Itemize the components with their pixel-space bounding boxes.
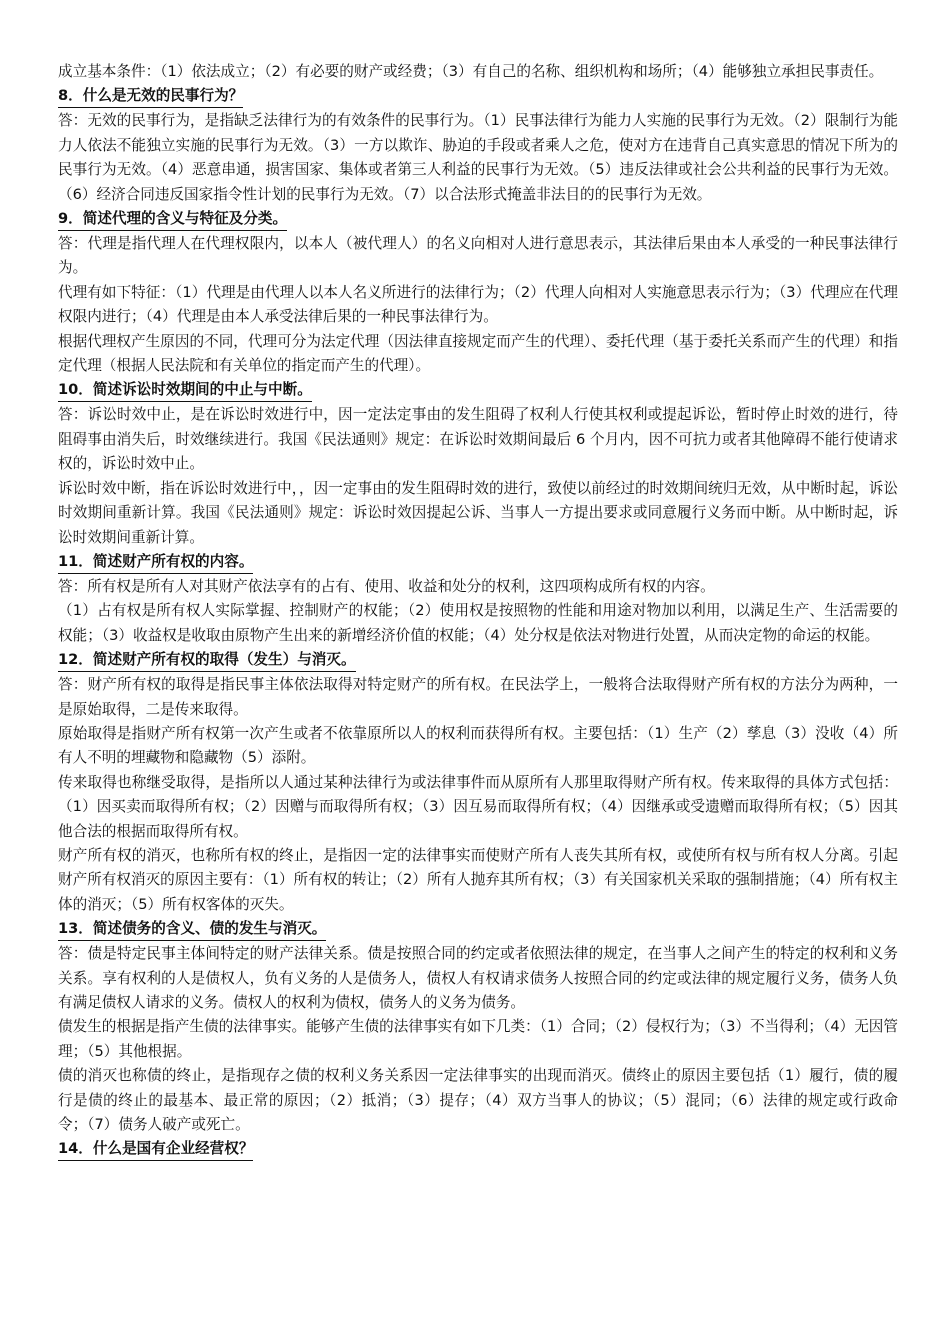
paragraph: 答：财产所有权的取得是指民事主体依法取得对特定财产的所有权。在民法学上，一般将合法取得财产所有权的方法分为两种，一是原始取得，二是传来取得。 [58, 676, 898, 718]
paragraph: 答：代理是指代理人在代理权限内，以本人（被代理人）的名义向相对人进行意思表示，其法律后果由本人承受的一种民事法律行为。 [58, 235, 898, 277]
section-heading [58, 84, 898, 109]
paragraph: 债发生的根据是指产生债的法律事实。能够产生债的法律事实有如下几类：（1）合同；（2）侵权行为；（3）不当得利；（4）无因管理；（5）其他根据。 [58, 1018, 898, 1060]
paragraph: 答：所有权是所有人对其财产依法享有的占有、使用、收益和处分的权利，这四项构成所有权的内容。 [58, 577, 715, 595]
paragraph: 成立基本条件：（1）依法成立；（2）有必要的财产或经费；（3）有自己的名称、组织机构和场所；（4）能够独立承担民事责任。 [58, 63, 884, 80]
section-heading-text: 8．什么是无效的民事行为？ [58, 85, 243, 108]
paragraph: 答：无效的民事行为，是指缺乏法律行为的有效条件的民事行为。（1）民事法律行为能力人实施的民事行为无效。（2）限制行为能力人依法不能独立实施的民事行为无效。（3）一方以欺诈、胁迫的手段或者乘人之危，使对方在违背自己真实意思的情况下所为的民事行为无效。（4）恶意串通，损害国家、集体或者第三人利益的民事行为无效。（5）违反法律或社会公共利益的民事行为无效。（6）经济合同违反国家指令性计划的民事行为无效。（7）以合法形式掩盖非法目的的民事行为无效。 [58, 112, 898, 203]
paragraph: 答：诉讼时效中止，是在诉讼时效进行中，因一定法定事由的发生阻碍了权利人行使其权利或提起诉讼，暂时停止时效的进行，待阻碍事由消失后，时效继续进行。我国《民法通则》规定：在诉讼时效期间最后 6 个月内，因不可抗力或者其他障碍不能行使请求权的，诉讼时效中止。 [58, 406, 898, 473]
paragraph: 债的消灭也称债的终止，是指现存之债的权利义务关系因一定法律事实的出现而消灭。债终止的原因主要包括（1）履行，债的履行是债的终止的最基本、最正常的原因；（2）抵消；（3）提存；（4）双方当事人的协议；（5）混同；（6）法律的规定或行政命令；（7）债务人破产或死亡。 [58, 1067, 898, 1134]
section-heading [58, 550, 898, 575]
section-heading [58, 917, 898, 942]
section-heading-text: 9．简述代理的含义与特征及分类。 [58, 208, 287, 231]
paragraph: 根据代理权产生原因的不同，代理可分为法定代理（因法律直接规定而产生的代理）、委托代理（基于委托关系而产生的代理）和指定代理（根据人民法院和有关单位的指定而产生的代理）。 [58, 332, 898, 375]
section-heading [58, 1137, 898, 1162]
paragraph: 财产所有权的消灭，也称所有权的终止，是指因一定的法律事实而使财产所有人丧失其所有权，或使所有权与所有权人分离。引起财产所有权消灭的原因主要有：（1）所有权的转让；（2）所有人抛弃其所有权；（3）有关国家机关采取的强制措施；（4）所有权主体的消灭；（5）所有权客体的灭失。 [58, 846, 898, 913]
paragraph: （1）占有权是所有权人实际掌握、控制财产的权能；（2）使用权是按照物的性能和用途对物加以利用，以满足生产、生活需要的权能；（3）收益权是收取由原物产生出来的新增经济价值的权能；（4）处分权是依法对物进行处置，从而决定物的命运的权能。 [58, 602, 898, 644]
section-heading-text: 11．简述财产所有权的内容。 [58, 551, 253, 574]
paragraph: 诉讼时效中断，指在诉讼时效进行中，，因一定事由的发生阻碍时效的进行，致使以前经过的时效期间统归无效，从中断时起，诉讼时效期间重新计算。我国《民法通则》规定：诉讼时效因提起公诉、当事人一方提出要求或同意履行义务而中断。从中断时起，诉讼时效期间重新计算。 [58, 479, 898, 546]
paragraph: 代理有如下特征：（1）代理是由代理人以本人名义所进行的法律行为；（2）代理人向相对人实施意思表示行为；（3）代理应在代理权限内进行；（4）代理是由本人承受法律后果的一种民事法律行为。 [58, 283, 898, 326]
paragraph: 答：债是特定民事主体间特定的财产法律关系。债是按照合同的约定或者依照法律的规定，在当事人之间产生的特定的权利和义务关系。享有权利的人是债权人，负有义务的人是债务人，债权人有权请求债务人按照合同的约定或法律的规定履行义务，债务人负有满足债权人请求的义务。债权人的权利为债权，债务人的义务为债务。 [58, 945, 898, 1011]
paragraph: 原始取得是指财产所有权第一次产生或者不依靠原所以人的权利而获得所有权。主要包括：（1）生产（2）孳息（3）没收（4）所有人不明的埋藏物和隐藏物（5）添附。 [58, 724, 898, 767]
section-heading [58, 378, 898, 403]
section-heading [58, 207, 898, 232]
section-heading-text: 10．简述诉讼时效期间的中止与中断。 [58, 379, 312, 402]
section-heading-text: 14．什么是国有企业经营权？ [58, 1138, 253, 1161]
section-heading [58, 648, 898, 673]
section-heading-text: 13．简述债务的含义、债的发生与消灭。 [58, 918, 326, 941]
paragraph: 传来取得也称继受取得，是指所以人通过某种法律行为或法律事件而从原所有人那里取得财产所有权。传来取得的具体方式包括：（1）因买卖而取得所有权；（2）因赠与而取得所有权；（3）因互易而取得所有权；（4）因继承或受遗赠而取得所有权；（5）因其他合法的根据而取得所有权。 [58, 773, 898, 840]
section-heading-text: 12．简述财产所有权的取得（发生）与消灭。 [58, 649, 356, 672]
